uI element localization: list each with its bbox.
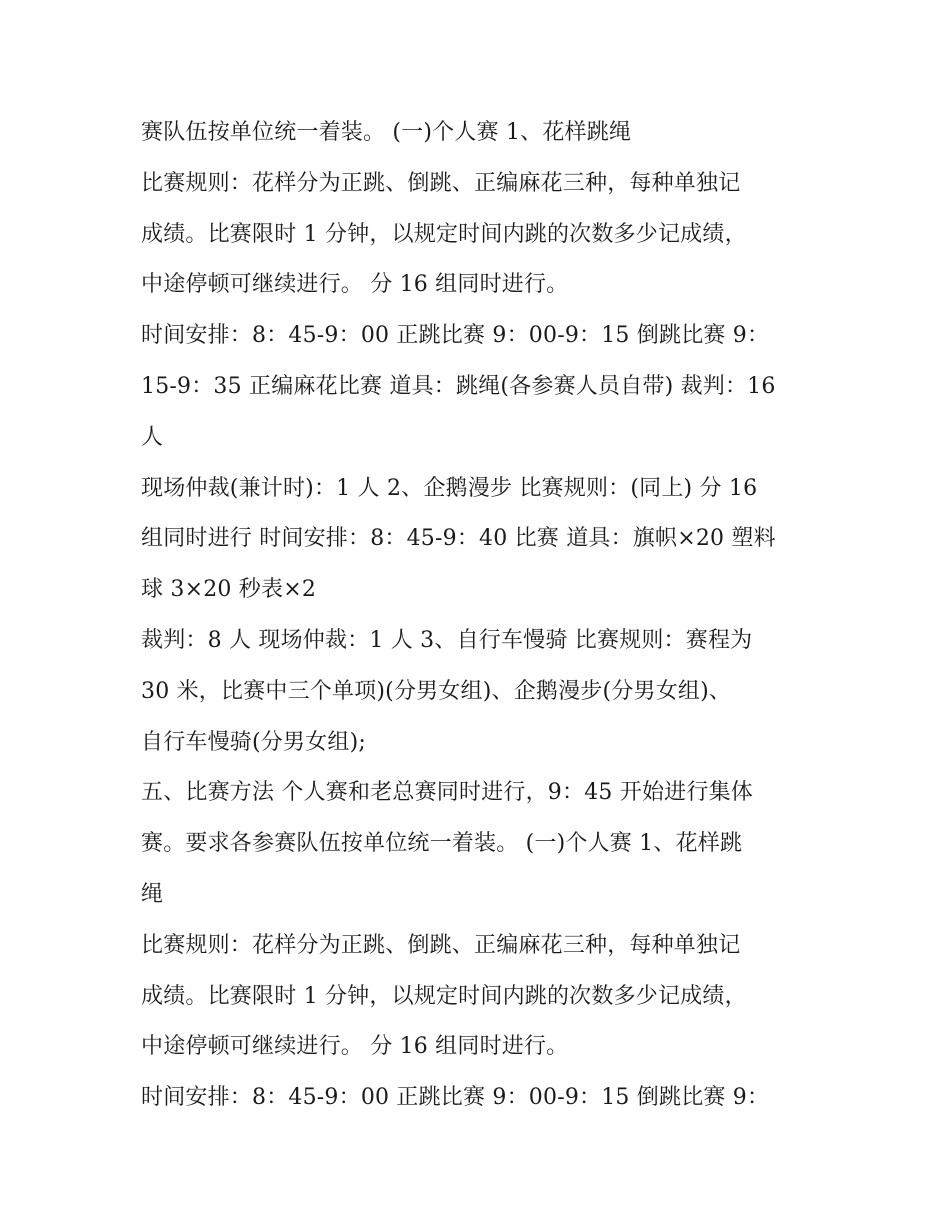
- text-line: 人: [141, 424, 164, 450]
- text-line: 比赛规则：花样分为正跳、倒跳、正编麻花三种，每种单独记: [141, 932, 741, 958]
- text-line: 中途停顿可继续进行。 分 16 组同时进行。: [141, 1034, 569, 1060]
- text-line: 成绩。比赛限时 1 分钟，以规定时间内跳的次数多少记成绩，: [141, 221, 747, 247]
- text-line: 自行车慢骑(分男女组);: [141, 729, 366, 755]
- text-line: 时间安排：8：45-9：00 正跳比赛 9：00-9：15 倒跳比赛 9：: [141, 1085, 770, 1111]
- text-line: 中途停顿可继续进行。 分 16 组同时进行。: [141, 272, 569, 298]
- text-line: 赛。要求各参赛队伍按单位统一着装。 (一)个人赛 1、花样跳: [141, 831, 743, 857]
- text-line: 现场仲裁(兼计时)：1 人 2、企鹅漫步 比赛规则：(同上) 分 16: [141, 475, 758, 501]
- text-line: 五、比赛方法 个人赛和老总赛同时进行，9：45 开始进行集体: [141, 780, 753, 806]
- text-line: 时间安排：8：45-9：00 正跳比赛 9：00-9：15 倒跳比赛 9：: [141, 323, 770, 349]
- text-line: 裁判：8 人 现场仲裁：1 人 3、自行车慢骑 比赛规则：赛程为: [141, 627, 753, 653]
- text-line: 赛队伍按单位统一着装。 (一)个人赛 1、花样跳绳: [141, 120, 632, 145]
- text-line: 球 3×20 秒表×2: [141, 577, 317, 603]
- text-line: 组同时进行 时间安排：8：45-9：40 比赛 道具：旗帜×20 塑料: [141, 526, 776, 552]
- text-line: 比赛规则：花样分为正跳、倒跳、正编麻花三种，每种单独记: [141, 170, 741, 196]
- text-line: 绳: [141, 881, 164, 907]
- text-line: 成绩。比赛限时 1 分钟，以规定时间内跳的次数多少记成绩，: [141, 983, 747, 1009]
- text-line: 30 米，比赛中三个单项)(分男女组)、企鹅漫步(分男女组)、: [141, 678, 732, 704]
- text-line: 15-9：35 正编麻花比赛 道具：跳绳(各参赛人员自带) 裁判：16: [141, 373, 776, 399]
- document-body: [141, 108, 821, 1124]
